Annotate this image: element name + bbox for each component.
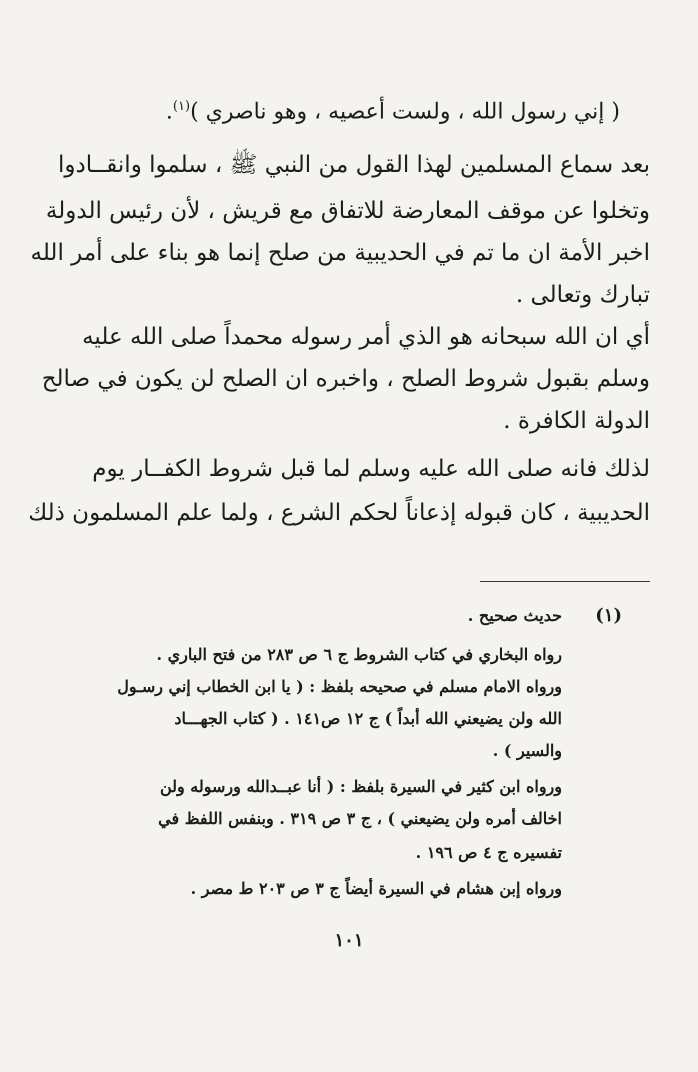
paragraph-3-line-2: الحديبية ، كان قبوله إذعاناً لحكم الشرع ، ولما علم المسلمون ذلك [28,500,650,526]
paragraph-1-line-1: بعد سماع المسلمين لهذا القول من النبي ﷺ ، سلموا وانقــادوا [58,152,650,178]
footnote-line-9: ورواه إبن هشام في السيرة أيضاً ج ٣ ص ٢٠٣ ط مصر . [190,879,562,898]
footnote-line-8: تفسيره ج ٤ ص ١٩٦ . [415,843,562,862]
footnote-line-2: رواه البخاري في كتاب الشروط ج ٦ ص ٢٨٣ من فتح الباري . [156,645,562,664]
paragraph-1-line-2: وتخلوا عن موقف المعارضة للاتفاق مع قريش ، لأن رئيس الدولة [45,198,650,224]
footnote-line-5: والسير ) . [492,741,562,760]
paragraph-1-line-4: تبارك وتعالى . [515,282,650,308]
footnote-divider [480,581,650,582]
page-number: ١٠١ [334,930,364,951]
quote-text: ( إني رسول الله ، ولست أعصيه ، وهو ناصري ) [190,99,620,125]
paragraph-3-line-1: لذلك فانه صلى الله عليه وسلم لما قبل شروط الكفــار يوم [92,456,650,482]
paragraph-2-line-1: أي ان الله سبحانه هو الذي أمر رسوله محمداً صلى الله عليه [82,324,650,350]
footnote-number: (١) [595,605,622,626]
paragraph-2-line-2: وسلم بقبول شروط الصلح ، واخبره ان الصلح لن يكون في صالح [41,366,650,392]
footnote-reference: (١) [172,99,191,114]
footnote-line-7: اخالف أمره ولن يضيعني ) ، ج ٣ ص ٣١٩ . وبنفس اللفظ في [158,809,562,828]
paragraph-2-line-3: الدولة الكافرة . [503,408,650,434]
footnote-line-3: ورواه الامام مسلم في صحيحه بلفظ : ( يا ابن الخطاب إني رسـول [117,677,562,696]
footnote-line-4: الله ولن يضيعني الله أبداً ) ج ١٢ ص١٤١ . ( كتاب الجهـــاد [174,709,562,728]
paragraph-1-line-3: اخبر الأمة ان ما تم في الحديبية من صلح إنما هو بناء على أمر الله [30,240,650,266]
quote-period: . [165,99,173,125]
quote-line [166,92,620,127]
footnote-line-6: ورواه ابن كثير في السيرة بلفظ : ( أنا عبــدالله ورسوله ولن [159,777,562,796]
footnote-line-1: حديث صحيح . [467,606,562,625]
